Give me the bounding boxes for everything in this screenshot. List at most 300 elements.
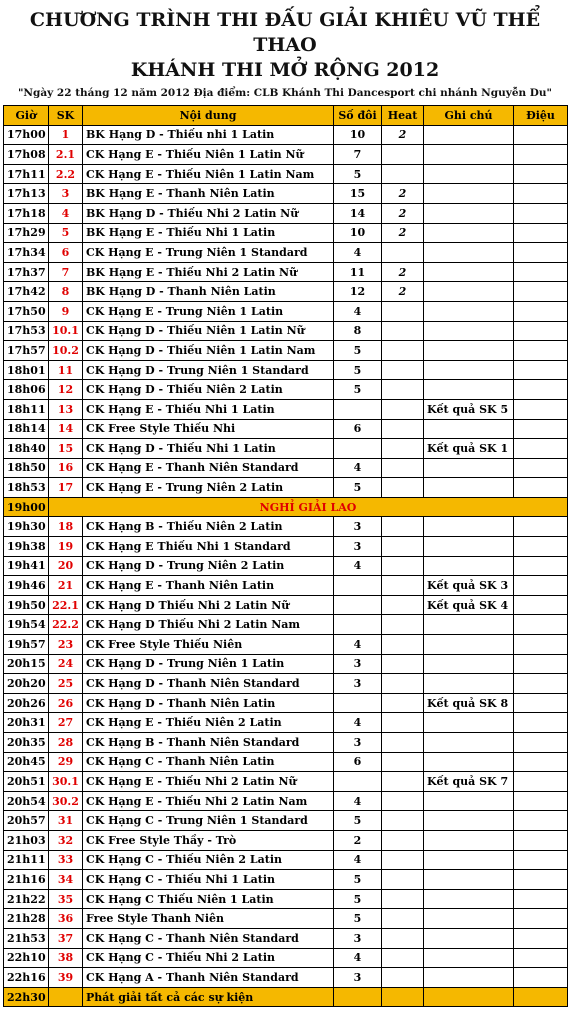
cell-content: CK Free Style Thiếu Niên — [83, 635, 334, 655]
table-row — [4, 321, 568, 341]
table-row — [4, 419, 568, 439]
cell-sk: 10.2 — [49, 341, 83, 361]
cell-heat — [382, 733, 424, 753]
cell-time: 17h53 — [4, 321, 49, 341]
cell-heat — [382, 635, 424, 655]
cell-couples — [334, 399, 382, 419]
awards-row — [4, 987, 568, 1007]
table-row — [4, 282, 568, 302]
cell-note — [424, 458, 514, 478]
table-row — [4, 478, 568, 498]
cell-time: 20h35 — [4, 733, 49, 753]
cell-time: 22h16 — [4, 968, 49, 988]
cell-sk: 18 — [49, 517, 83, 537]
cell-dance — [514, 458, 568, 478]
cell-heat: 2 — [382, 223, 424, 243]
cell-note — [424, 752, 514, 772]
cell-couples: 4 — [334, 713, 382, 733]
cell-heat — [382, 928, 424, 948]
cell-heat — [382, 654, 424, 674]
cell-content: CK Free Style Thầy - Trò — [83, 830, 334, 850]
col-header-dance: Điệu — [514, 106, 568, 126]
cell-heat — [382, 595, 424, 615]
cell-time: 17h11 — [4, 164, 49, 184]
cell-content: CK Hạng E - Trung Niên 1 Standard — [83, 243, 334, 263]
cell-dance — [514, 928, 568, 948]
table-row — [4, 399, 568, 419]
table-row — [4, 811, 568, 831]
cell-couples: 5 — [334, 341, 382, 361]
cell-heat: 2 — [382, 125, 424, 145]
cell-note — [424, 262, 514, 282]
cell-heat — [382, 321, 424, 341]
table-row — [4, 889, 568, 909]
table-row — [4, 752, 568, 772]
cell-dance — [514, 752, 568, 772]
cell-sk: 13 — [49, 399, 83, 419]
cell-sk: 9 — [49, 301, 83, 321]
cell-dance — [514, 419, 568, 439]
table-row — [4, 243, 568, 263]
cell-time: 22h10 — [4, 948, 49, 968]
cell-content: CK Hạng D - Thiếu Niên 2 Latin — [83, 380, 334, 400]
cell-note — [424, 301, 514, 321]
cell-couples — [334, 987, 382, 1007]
cell-time: 20h20 — [4, 674, 49, 694]
cell-time: 17h57 — [4, 341, 49, 361]
cell-dance — [514, 576, 568, 596]
cell-time: 18h01 — [4, 360, 49, 380]
cell-heat — [382, 811, 424, 831]
cell-time: 19h41 — [4, 556, 49, 576]
cell-heat — [382, 772, 424, 792]
cell-sk: 36 — [49, 909, 83, 929]
cell-time: 17h29 — [4, 223, 49, 243]
cell-time: 21h22 — [4, 889, 49, 909]
cell-sk: 35 — [49, 889, 83, 909]
cell-dance — [514, 635, 568, 655]
cell-time: 18h11 — [4, 399, 49, 419]
cell-couples — [334, 576, 382, 596]
cell-dance — [514, 243, 568, 263]
cell-sk: 28 — [49, 733, 83, 753]
cell-dance — [514, 360, 568, 380]
cell-heat — [382, 537, 424, 557]
cell-couples: 5 — [334, 360, 382, 380]
cell-note — [424, 203, 514, 223]
cell-dance — [514, 968, 568, 988]
cell-couples: 4 — [334, 301, 382, 321]
table-row — [4, 125, 568, 145]
cell-note — [424, 830, 514, 850]
cell-note — [424, 615, 514, 635]
table-row — [4, 733, 568, 753]
cell-couples: 12 — [334, 282, 382, 302]
cell-sk: 10.1 — [49, 321, 83, 341]
cell-heat — [382, 399, 424, 419]
cell-sk: 22.2 — [49, 615, 83, 635]
cell-couples — [334, 772, 382, 792]
cell-sk: 20 — [49, 556, 83, 576]
cell-dance — [514, 537, 568, 557]
cell-sk: 17 — [49, 478, 83, 498]
cell-couples: 7 — [334, 145, 382, 165]
cell-couples: 3 — [334, 674, 382, 694]
cell-couples: 5 — [334, 811, 382, 831]
col-header-sk: SK — [49, 106, 83, 126]
cell-note — [424, 928, 514, 948]
cell-content: CK Hạng A - Thanh Niên Standard — [83, 968, 334, 988]
cell-content: CK Hạng D - Thanh Niên Standard — [83, 674, 334, 694]
cell-dance — [514, 674, 568, 694]
table-row — [4, 713, 568, 733]
table-row — [4, 341, 568, 361]
cell-time: 18h40 — [4, 439, 49, 459]
table-row — [4, 517, 568, 537]
col-header-note: Ghi chú — [424, 106, 514, 126]
table-row — [4, 556, 568, 576]
table-row — [4, 870, 568, 890]
cell-content: CK Hạng D Thiếu Nhi 2 Latin Nam — [83, 615, 334, 635]
cell-content: CK Hạng C - Thiếu Nhi 1 Latin — [83, 870, 334, 890]
cell-heat — [382, 556, 424, 576]
cell-sk: 39 — [49, 968, 83, 988]
header-row — [4, 106, 568, 126]
cell-couples: 3 — [334, 517, 382, 537]
cell-dance — [514, 478, 568, 498]
cell-dance — [514, 262, 568, 282]
cell-couples: 4 — [334, 243, 382, 263]
cell-sk: 30.2 — [49, 791, 83, 811]
cell-time: 20h57 — [4, 811, 49, 831]
cell-time: 22h30 — [4, 987, 49, 1007]
cell-note — [424, 811, 514, 831]
cell-time: 20h45 — [4, 752, 49, 772]
cell-time: 19h38 — [4, 537, 49, 557]
cell-content: BK Hạng E - Thanh Niên Latin — [83, 184, 334, 204]
table-row — [4, 458, 568, 478]
cell-dance — [514, 145, 568, 165]
cell-dance — [514, 713, 568, 733]
cell-couples: 5 — [334, 478, 382, 498]
cell-dance — [514, 870, 568, 890]
cell-couples: 5 — [334, 870, 382, 890]
cell-heat — [382, 850, 424, 870]
cell-content: CK Hạng E Thiếu Nhi 1 Standard — [83, 537, 334, 557]
cell-dance — [514, 850, 568, 870]
table-row — [4, 360, 568, 380]
cell-dance — [514, 889, 568, 909]
cell-note — [424, 243, 514, 263]
cell-note — [424, 125, 514, 145]
cell-couples: 4 — [334, 948, 382, 968]
table-row — [4, 615, 568, 635]
cell-couples: 3 — [334, 654, 382, 674]
cell-sk: 26 — [49, 693, 83, 713]
cell-content: BK Hạng E - Thiếu Nhi 1 Latin — [83, 223, 334, 243]
cell-couples: 4 — [334, 556, 382, 576]
cell-note: Kết quả SK 7 — [424, 772, 514, 792]
table-row — [4, 262, 568, 282]
schedule-table — [3, 105, 568, 1007]
table-row — [4, 439, 568, 459]
cell-couples: 5 — [334, 909, 382, 929]
cell-time: 19h54 — [4, 615, 49, 635]
cell-sk: 1 — [49, 125, 83, 145]
cell-time: 19h00 — [4, 497, 49, 517]
cell-sk: 25 — [49, 674, 83, 694]
cell-time: 17h18 — [4, 203, 49, 223]
cell-dance — [514, 909, 568, 929]
cell-dance — [514, 556, 568, 576]
cell-heat — [382, 693, 424, 713]
cell-couples: 10 — [334, 223, 382, 243]
cell-content: Free Style Thanh Niên — [83, 909, 334, 929]
table-row — [4, 635, 568, 655]
cell-time: 17h34 — [4, 243, 49, 263]
cell-content: CK Hạng D - Trung Niên 2 Latin — [83, 556, 334, 576]
table-row — [4, 223, 568, 243]
cell-couples: 3 — [334, 928, 382, 948]
table-row — [4, 909, 568, 929]
cell-note: Kết quả SK 1 — [424, 439, 514, 459]
cell-note — [424, 478, 514, 498]
cell-sk: 38 — [49, 948, 83, 968]
cell-time: 20h31 — [4, 713, 49, 733]
cell-note — [424, 654, 514, 674]
table-row — [4, 595, 568, 615]
cell-sk: 2.2 — [49, 164, 83, 184]
cell-time: 19h46 — [4, 576, 49, 596]
cell-time: 18h14 — [4, 419, 49, 439]
table-row — [4, 772, 568, 792]
cell-note — [424, 948, 514, 968]
cell-couples: 10 — [334, 125, 382, 145]
cell-note — [424, 556, 514, 576]
cell-note — [424, 889, 514, 909]
cell-note — [424, 791, 514, 811]
cell-dance — [514, 987, 568, 1007]
cell-content: CK Hạng B - Thanh Niên Standard — [83, 733, 334, 753]
cell-note: Kết quả SK 8 — [424, 693, 514, 713]
cell-couples: 15 — [334, 184, 382, 204]
cell-dance — [514, 615, 568, 635]
cell-heat: 2 — [382, 262, 424, 282]
table-row — [4, 674, 568, 694]
cell-content: CK Hạng B - Thiếu Niên 2 Latin — [83, 517, 334, 537]
cell-heat: 2 — [382, 184, 424, 204]
cell-note — [424, 380, 514, 400]
cell-couples: 4 — [334, 791, 382, 811]
cell-sk: 2.1 — [49, 145, 83, 165]
cell-couples: 6 — [334, 752, 382, 772]
cell-time: 19h50 — [4, 595, 49, 615]
cell-couples — [334, 693, 382, 713]
cell-note — [424, 164, 514, 184]
cell-heat — [382, 341, 424, 361]
cell-dance — [514, 321, 568, 341]
cell-heat — [382, 576, 424, 596]
col-header-time: Giờ — [4, 106, 49, 126]
cell-time: 20h51 — [4, 772, 49, 792]
cell-content: CK Hạng E - Thiếu Niên 1 Latin Nữ — [83, 145, 334, 165]
cell-time: 21h16 — [4, 870, 49, 890]
cell-time: 20h15 — [4, 654, 49, 674]
cell-sk: 27 — [49, 713, 83, 733]
cell-sk: 4 — [49, 203, 83, 223]
cell-note: Kết quả SK 4 — [424, 595, 514, 615]
cell-sk: 15 — [49, 439, 83, 459]
cell-heat — [382, 968, 424, 988]
cell-sk: 33 — [49, 850, 83, 870]
cell-content: CK Hạng C Thiếu Niên 1 Latin — [83, 889, 334, 909]
cell-sk — [49, 987, 83, 1007]
cell-sk: 19 — [49, 537, 83, 557]
cell-heat — [382, 713, 424, 733]
cell-couples — [334, 615, 382, 635]
cell-content: BK Hạng D - Thiếu Nhi 2 Latin Nữ — [83, 203, 334, 223]
table-row — [4, 968, 568, 988]
cell-note: Kết quả SK 5 — [424, 399, 514, 419]
cell-sk: 8 — [49, 282, 83, 302]
table-row — [4, 203, 568, 223]
cell-note — [424, 282, 514, 302]
cell-content: CK Hạng E - Trung Niên 1 Latin — [83, 301, 334, 321]
cell-dance — [514, 948, 568, 968]
cell-note — [424, 517, 514, 537]
cell-sk: 22.1 — [49, 595, 83, 615]
col-header-couples: Số đôi — [334, 106, 382, 126]
cell-sk: 31 — [49, 811, 83, 831]
cell-heat — [382, 517, 424, 537]
cell-sk: 14 — [49, 419, 83, 439]
cell-content: CK Hạng C - Thanh Niên Standard — [83, 928, 334, 948]
cell-content: CK Hạng E - Thiếu Nhi 2 Latin Nữ — [83, 772, 334, 792]
table-row — [4, 830, 568, 850]
cell-content: CK Hạng E - Thanh Niên Latin — [83, 576, 334, 596]
cell-dance — [514, 184, 568, 204]
cell-content: CK Hạng D Thiếu Nhi 2 Latin Nữ — [83, 595, 334, 615]
cell-heat — [382, 987, 424, 1007]
cell-time: 18h06 — [4, 380, 49, 400]
cell-couples: 4 — [334, 458, 382, 478]
cell-note — [424, 733, 514, 753]
cell-heat — [382, 791, 424, 811]
table-row — [4, 654, 568, 674]
cell-time: 21h11 — [4, 850, 49, 870]
table-row — [4, 164, 568, 184]
cell-sk: 37 — [49, 928, 83, 948]
cell-heat — [382, 458, 424, 478]
table-row — [4, 693, 568, 713]
cell-heat — [382, 889, 424, 909]
cell-heat — [382, 360, 424, 380]
cell-sk: 34 — [49, 870, 83, 890]
cell-content: CK Hạng D - Thanh Niên Latin — [83, 693, 334, 713]
cell-content: CK Hạng E - Thiếu Nhi 1 Latin — [83, 399, 334, 419]
cell-couples: 14 — [334, 203, 382, 223]
cell-content: CK Hạng E - Thiếu Nhi 2 Latin Nam — [83, 791, 334, 811]
cell-content: CK Hạng C - Thiếu Niên 2 Latin — [83, 850, 334, 870]
cell-note — [424, 713, 514, 733]
cell-sk: 11 — [49, 360, 83, 380]
cell-content: CK Hạng D - Trung Niên 1 Latin — [83, 654, 334, 674]
cell-time: 19h30 — [4, 517, 49, 537]
cell-couples: 8 — [334, 321, 382, 341]
cell-time: 21h53 — [4, 928, 49, 948]
cell-couples: 5 — [334, 889, 382, 909]
cell-couples — [334, 595, 382, 615]
cell-content: CK Hạng E - Thiếu Niên 1 Latin Nam — [83, 164, 334, 184]
cell-time: 17h00 — [4, 125, 49, 145]
cell-content: CK Hạng D - Thiếu Nhi 1 Latin — [83, 439, 334, 459]
table-row — [4, 850, 568, 870]
cell-note — [424, 850, 514, 870]
table-row — [4, 537, 568, 557]
cell-content: CK Hạng C - Thiếu Nhi 2 Latin — [83, 948, 334, 968]
table-row — [4, 380, 568, 400]
cell-couples: 4 — [334, 635, 382, 655]
cell-time: 17h50 — [4, 301, 49, 321]
cell-heat — [382, 909, 424, 929]
table-row — [4, 184, 568, 204]
cell-sk: 6 — [49, 243, 83, 263]
cell-dance — [514, 733, 568, 753]
cell-note — [424, 870, 514, 890]
cell-sk: 12 — [49, 380, 83, 400]
cell-heat — [382, 478, 424, 498]
cell-heat — [382, 380, 424, 400]
cell-content: CK Hạng C - Thanh Niên Latin — [83, 752, 334, 772]
cell-note — [424, 419, 514, 439]
page-title: CHƯƠNG TRÌNH THI ĐẤU GIẢI KHIÊU VŨ THỂ THAO — [29, 9, 541, 56]
cell-sk: 21 — [49, 576, 83, 596]
cell-dance — [514, 399, 568, 419]
cell-dance — [514, 654, 568, 674]
cell-note — [424, 968, 514, 988]
table-row — [4, 576, 568, 596]
cell-heat — [382, 830, 424, 850]
cell-dance — [514, 282, 568, 302]
cell-note — [424, 145, 514, 165]
cell-note — [424, 341, 514, 361]
cell-time: 20h26 — [4, 693, 49, 713]
cell-heat — [382, 870, 424, 890]
cell-heat — [382, 439, 424, 459]
cell-time: 18h50 — [4, 458, 49, 478]
cell-dance — [514, 772, 568, 792]
cell-content: CK Free Style Thiếu Nhi — [83, 419, 334, 439]
cell-content: CK Hạng E - Trung Niên 2 Latin — [83, 478, 334, 498]
cell-note — [424, 360, 514, 380]
cell-dance — [514, 380, 568, 400]
cell-time: 17h37 — [4, 262, 49, 282]
cell-time: 17h42 — [4, 282, 49, 302]
table-row — [4, 301, 568, 321]
cell-content: CK Hạng D - Thiếu Niên 1 Latin Nam — [83, 341, 334, 361]
cell-time: 21h28 — [4, 909, 49, 929]
cell-note — [424, 635, 514, 655]
cell-dance — [514, 693, 568, 713]
cell-content: CK Hạng D - Trung Niên 1 Standard — [83, 360, 334, 380]
break-label: NGHỈ GIẢI LAO — [49, 497, 568, 517]
table-row — [4, 948, 568, 968]
cell-heat: 2 — [382, 203, 424, 223]
cell-note — [424, 321, 514, 341]
cell-heat — [382, 145, 424, 165]
cell-content: BK Hạng D - Thiếu nhi 1 Latin — [83, 125, 334, 145]
cell-heat — [382, 301, 424, 321]
